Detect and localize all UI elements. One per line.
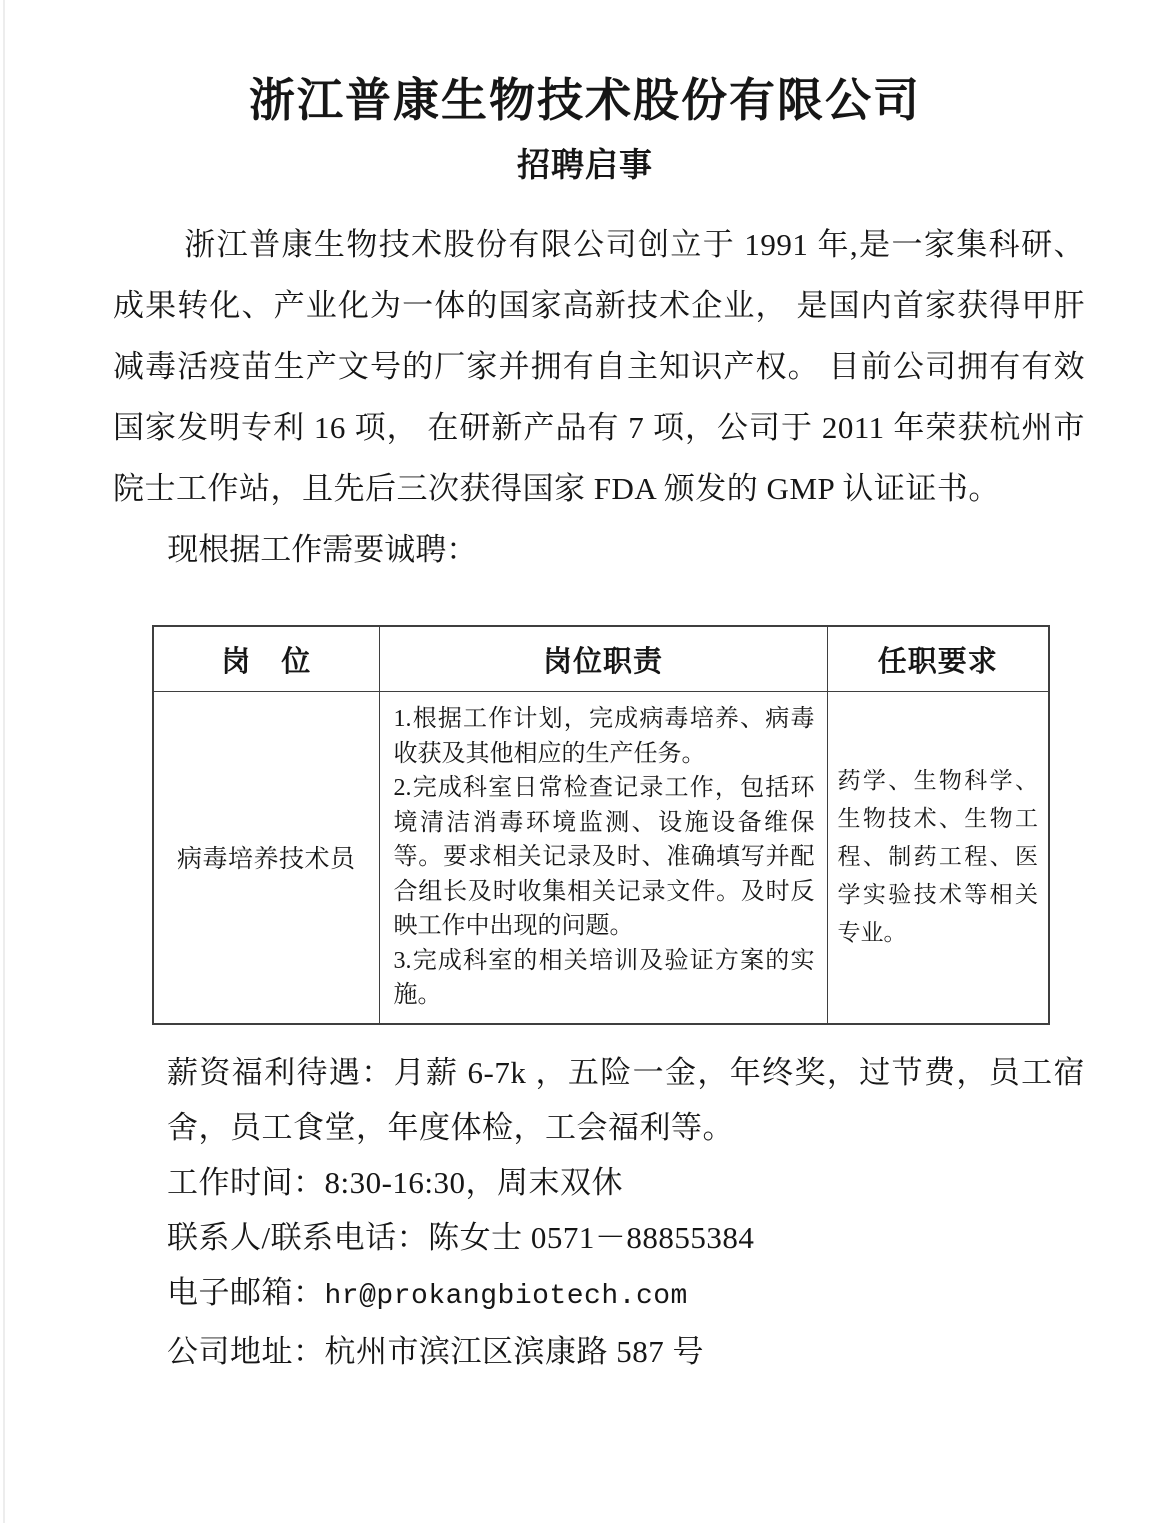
scan-edge-artifact [3,0,5,1523]
address-line [167,1324,1085,1379]
duty-item-1: 1.根据工作计划，完成病毒培养、病毒收获及其他相应的生产任务。 [393,706,815,767]
table-header-duties: 岗位职责 [379,626,827,692]
table-header-position: 岗 位 [153,626,379,692]
email-label: 电子邮箱： [167,1274,325,1310]
positions-table [152,625,1050,1025]
contact-value: 陈女士 0571－88855384 [428,1219,755,1255]
duty-item-2: 2.完成科室日常检查记录工作，包括环境清洁消毒环境监测、设施设备维保等。要求相关记录及时、准确填写并配合组长及时收集相关记录文件。及时反映工作中出现的问题。 [393,775,815,939]
work-hours-line [167,1155,1085,1210]
address-label: 公司地址： [167,1333,325,1369]
position-requirements-cell: 药学、生物科学、生物技术、生物工程、制药工程、医学实验技术等相关专业。 [827,692,1049,1024]
address-value: 杭州市滨江区滨康路 587 号 [324,1333,704,1369]
email-line [167,1265,1085,1324]
salary-benefits-line [167,1045,1085,1155]
table-header-requirements: 任职要求 [827,626,1049,692]
details-section [167,1045,1085,1379]
work-hours-label: 工作时间： [167,1164,325,1200]
company-intro-paragraph: 浙江普康生物技术股份有限公司创立于 1991 年,是一家集科研、成果转化、产业化为一体的国家高新技术企业， 是国内首家获得甲肝减毒活疫苗生产文号的厂家并拥有自主知识产权。 目前公司拥有有效国家发明专利 16 项， 在研新产品有 7 项，公司于 2011 年荣获杭州市院士工作站，且先后三次获得国家 FDA 颁发的 GMP 认证证书。 [113,227,1085,506]
duty-item-3: 3.完成科室的相关培训及验证方案的实施。 [393,947,815,1008]
table-header-row [153,626,1049,692]
recruit-line: 现根据工作需要诚聘： [167,532,478,567]
table-row [153,692,1049,1024]
contact-line [167,1210,1085,1265]
email-value: hr@prokangbiotech.com [324,1280,688,1312]
salary-benefits-label: 薪资福利待遇： [167,1054,394,1090]
contact-label: 联系人/联系电话： [167,1219,429,1255]
work-hours-value: 8:30-16:30，周末双休 [324,1164,624,1200]
page-subtitle: 招聘启事 [517,148,653,184]
salary-benefits-value: 月薪 6-7k ，五险一金，年终奖，过节费，员工宿舍，员工食堂，年度体检，工会福利等。 [167,1054,1085,1145]
company-title: 浙江普康生物技术股份有限公司 [249,75,921,126]
position-duties-cell [379,692,827,1024]
position-name-cell: 病毒培养技术员 [153,692,379,1024]
